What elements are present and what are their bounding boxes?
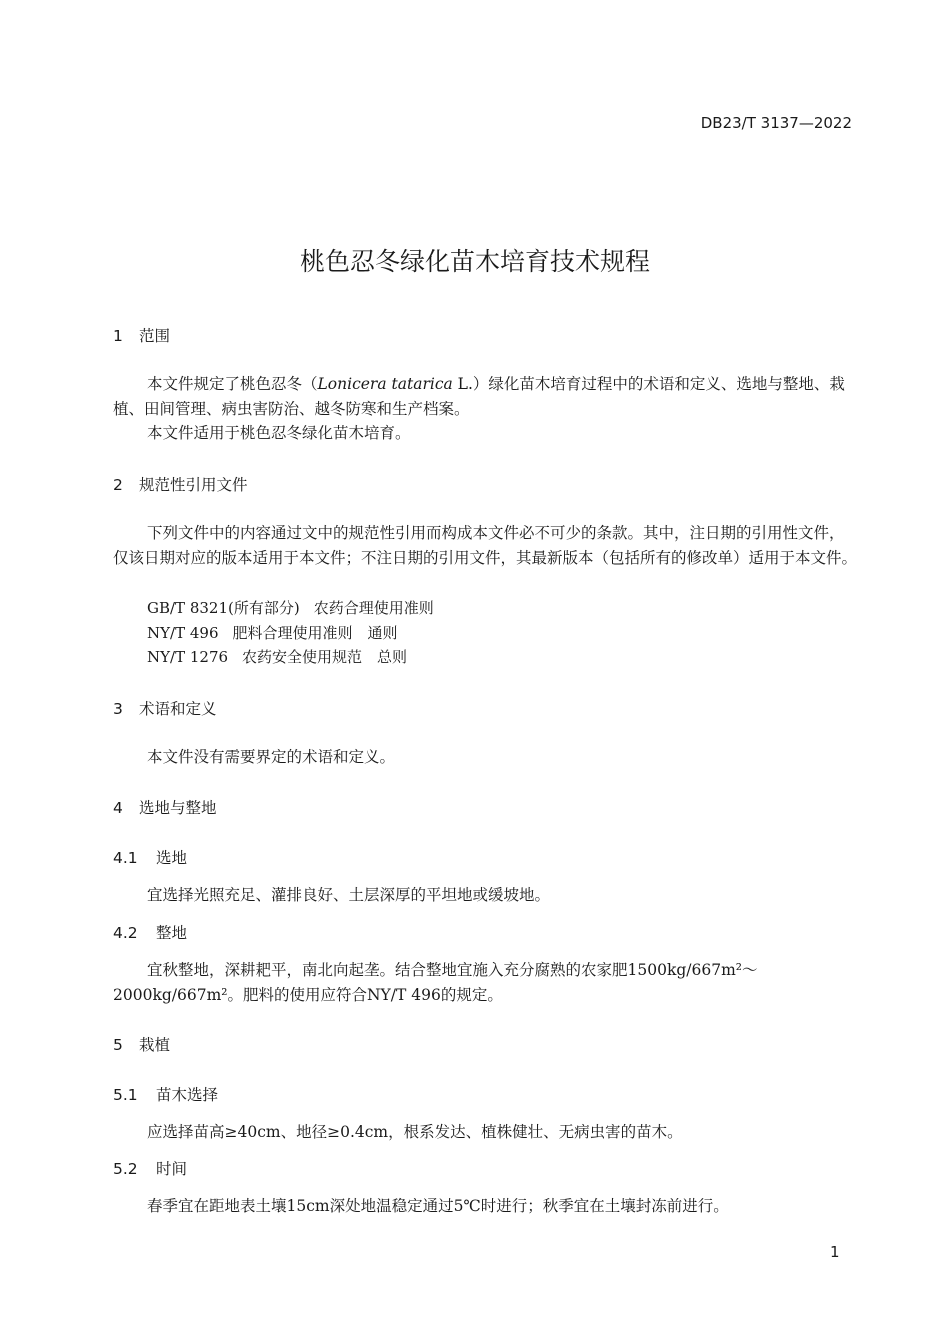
subsection-5-1-paragraph: 应选择苗高≥40cm、地径≥0.4cm，根系发达、植株健壮、无病虫害的苗木。 <box>147 1123 683 1141</box>
subsection-4-1-paragraph: 宜选择光照充足、灌排良好、土层深厚的平坦地或缓坡地。 <box>147 886 551 904</box>
reference-item <box>147 597 448 618</box>
subsection-number: 4.1 <box>113 849 138 867</box>
section-5-heading <box>113 1033 170 1055</box>
section-number: 4 <box>113 799 123 817</box>
section-title: 选地与整地 <box>139 799 217 817</box>
subsection-5-2-paragraph: 春季宜在距地表土壤15cm深处地温稳定通过5℃时进行；秋季宜在土壤封冻前进行。 <box>147 1197 729 1215</box>
subsection-title: 整地 <box>156 924 188 942</box>
subsection-5-2-heading <box>113 1157 187 1179</box>
reference-title: 农药合理使用准则 <box>313 599 434 617</box>
subsection-title: 时间 <box>156 1160 188 1178</box>
reference-code: NY/T 496 <box>147 624 219 642</box>
section-number: 2 <box>113 476 123 494</box>
page-title: 桃色忍冬绿化苗木培育技术规程 <box>299 247 650 276</box>
document-code: DB23/T 3137—2022 <box>700 114 852 132</box>
subsection-5-1-heading <box>113 1083 218 1105</box>
section-title: 范围 <box>139 327 171 345</box>
reference-title: 肥料合理使用准则 通则 <box>232 624 398 642</box>
section-1-paragraph-1 <box>113 372 859 421</box>
reference-code: NY/T 1276 <box>147 648 229 666</box>
reference-code: GB/T 8321(所有部分) <box>147 599 300 617</box>
text: 本文件规定了桃色忍冬（ <box>147 375 318 393</box>
reference-item <box>147 646 421 667</box>
section-4-heading <box>113 796 217 818</box>
section-number: 5 <box>113 1036 123 1054</box>
reference-item <box>147 622 412 643</box>
section-number: 1 <box>113 327 123 345</box>
section-title: 术语和定义 <box>139 700 217 718</box>
subsection-4-2-heading <box>113 921 187 943</box>
subsection-number: 5.1 <box>113 1086 138 1104</box>
subsection-title: 选地 <box>156 849 188 867</box>
subsection-4-2-paragraph: 宜秋整地，深耕耙平，南北向起垄。结合整地宜施入充分腐熟的农家肥1500kg/667m²～2000kg/667m²。肥料的使用应符合NY/T 496的规定。 <box>113 961 758 1004</box>
section-title: 栽植 <box>139 1036 171 1054</box>
section-title: 规范性引用文件 <box>139 476 248 494</box>
section-3-heading <box>113 697 217 719</box>
subsection-4-1-heading <box>113 846 187 868</box>
section-1-heading <box>113 324 170 346</box>
text: L.）绿化苗木培育过程中的术语和定义、选地与整地、栽植、田间管理、病虫害防治、越冬防寒和生产档案。 <box>113 375 845 418</box>
subsection-title: 苗木选择 <box>156 1086 219 1104</box>
reference-title: 农药安全使用规范 总则 <box>242 648 408 666</box>
subsection-number: 5.2 <box>113 1160 138 1178</box>
subsection-number: 4.2 <box>113 924 138 942</box>
page-number: 1 <box>830 1243 840 1261</box>
section-2-heading <box>113 473 248 495</box>
section-3-paragraph-1: 本文件没有需要界定的术语和定义。 <box>147 748 396 766</box>
latin-name: Lonicera tatarica <box>317 375 453 393</box>
section-2-paragraph-1: 下列文件中的内容通过文中的规范性引用而构成本文件必不可少的条款。其中，注日期的引用性文件，仅该日期对应的版本适用于本文件；不注日期的引用文件，其最新版本（包括所有的修改单）适用于本文件。 <box>113 524 858 567</box>
section-number: 3 <box>113 700 123 718</box>
section-1-paragraph-2: 本文件适用于桃色忍冬绿化苗木培育。 <box>147 424 411 442</box>
